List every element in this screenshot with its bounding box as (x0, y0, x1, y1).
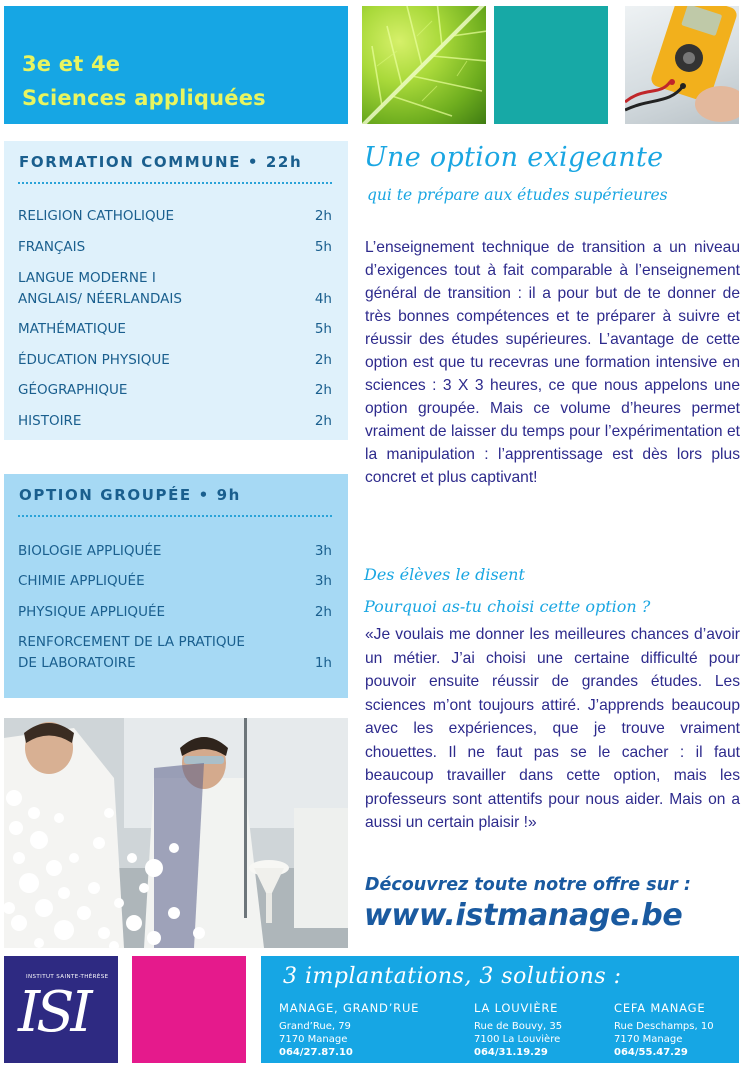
table-row (18, 571, 332, 592)
subject-hours: 1h (314, 655, 332, 671)
subject-label: HISTOIRE (18, 413, 82, 429)
option-name: Sciences appliquées (22, 86, 266, 110)
option-groupee-table (4, 474, 348, 698)
location-name: LA LOUVIÈRE (474, 1001, 559, 1015)
subject-label: BIOLOGIE APPLIQUÉE (18, 543, 162, 559)
grade-levels: 3e et 4e (22, 52, 121, 76)
subject-hours: 5h (314, 321, 332, 337)
laboratory-photo (4, 718, 348, 948)
subheadline: qui te prépare aux études supérieures (367, 186, 668, 204)
table-row (18, 237, 332, 258)
leaf-veins-image (362, 6, 486, 124)
subject-label: RENFORCEMENT DE LA PRATIQUE DE LABORATOIRE (18, 634, 245, 671)
students-lab-image (4, 718, 348, 948)
table-row (18, 350, 332, 371)
table-row (18, 411, 332, 432)
subject-label: RELIGION CATHOLIQUE (18, 208, 175, 224)
location-phone[interactable]: 064/55.47.29 (614, 1047, 688, 1058)
table-row (18, 380, 332, 401)
testimonial-question: Pourquoi as-tu choisi cette option ? (364, 597, 651, 616)
location-street: Rue Deschamps, 10 (614, 1021, 714, 1032)
subject-hours: 2h (314, 352, 332, 368)
location-name: CEFA MANAGE (614, 1001, 706, 1015)
location-name: MANAGE, GRAND’RUE (279, 1001, 420, 1015)
location-city: 7170 Manage (279, 1033, 348, 1045)
subject-label: GÉOGRAPHIQUE (18, 382, 128, 398)
subject-hours: 4h (314, 291, 332, 307)
school-logo (4, 956, 118, 1063)
formation-commune-table (4, 141, 348, 440)
table-row (18, 632, 332, 674)
location-street: Rue de Bouvy, 35 (474, 1021, 563, 1032)
dotted-divider (18, 182, 332, 184)
testimonial-quote: «Je voulais me donner les meilleures chances d’avoir un métier. J’ai choisi une certaine difficulté pour pouvoir ensuite réussir de grandes études. Les sciences m’ont toujours attiré. J’apprends beaucoup avec les expériences, que je trouve vraiment chouettes. Il ne faut pas se le cacher : il faut beaucoup travailler dans cette option, mais les professeurs sont attentifs pour nous aider. Mais on a aussi un certain plaisir !» (365, 626, 740, 831)
intro-paragraph: L’enseignement technique de transition a un niveau d’exigences tout à fait comparable à l’enseignement général de transition : il a pour but de te donner de très bonnes compétences et te préparer à suivre et réussir des études supérieures. L’avantage de cette option est que tu recevras une formation intensive en sciences : 3 X 3 heures, ce que nous appelons une option groupée. Mais ce volume d’heures permet vraiment de laisser du temps pour l’expérimentation et la manipulation : l’apprentissage est dès lors plus concret et plus captivant! (365, 239, 740, 486)
subject-label: PHYSIQUE APPLIQUÉE (18, 604, 166, 620)
teal-color-block (494, 6, 608, 124)
subject-hours: 3h (314, 543, 332, 559)
location-cefa-manage (614, 1001, 714, 1059)
location-street: Grand’Rue, 79 (279, 1021, 351, 1032)
location-city: 7100 La Louvière (474, 1033, 561, 1045)
subject-label: ÉDUCATION PHYSIQUE (18, 352, 170, 368)
headline: Une option exigeante (364, 142, 664, 173)
table-row (18, 206, 332, 227)
subject-hours: 5h (314, 239, 332, 255)
dotted-divider (18, 515, 332, 517)
locations-panel (261, 956, 739, 1063)
option-groupee-title: OPTION GROUPÉE • 9h (19, 486, 241, 504)
website-link[interactable]: www.istmanage.be (364, 898, 683, 933)
location-phone[interactable]: 064/27.87.10 (279, 1047, 353, 1058)
subject-label: CHIMIE APPLIQUÉE (18, 573, 145, 589)
table-row (18, 319, 332, 340)
locations-title: 3 implantations, 3 solutions : (283, 964, 622, 989)
logo-monogram: ISI (18, 980, 89, 1045)
formation-commune-title: FORMATION COMMUNE • 22h (19, 153, 303, 171)
pink-color-block (132, 956, 246, 1063)
logo-school-name: INSTITUT SAINTE-THÉRÈSE (26, 974, 109, 980)
table-row (18, 541, 332, 562)
subject-label: FRANÇAIS (18, 239, 86, 255)
multimeter-image (625, 6, 739, 124)
location-phone[interactable]: 064/31.19.29 (474, 1047, 548, 1058)
leaf-photo (362, 6, 486, 124)
location-manage-grand-rue (279, 1001, 419, 1059)
table-row (18, 602, 332, 623)
location-la-louviere (474, 1001, 562, 1059)
subject-label: LANGUE MODERNE I ANGLAIS/ NÉERLANDAIS (18, 270, 182, 307)
location-city: 7170 Manage (614, 1033, 683, 1045)
subject-hours: 3h (314, 573, 332, 589)
subject-label: MATHÉMATIQUE (18, 321, 126, 337)
subject-hours: 2h (314, 413, 332, 429)
subject-hours: 2h (314, 604, 332, 620)
subject-hours: 2h (314, 208, 332, 224)
multimeter-photo (625, 6, 739, 124)
title-banner (4, 6, 348, 124)
table-row (18, 268, 332, 310)
testimonial-heading: Des élèves le disent (364, 565, 525, 584)
subject-hours: 2h (314, 382, 332, 398)
cta-text: Découvrez toute notre offre sur : (365, 875, 691, 895)
